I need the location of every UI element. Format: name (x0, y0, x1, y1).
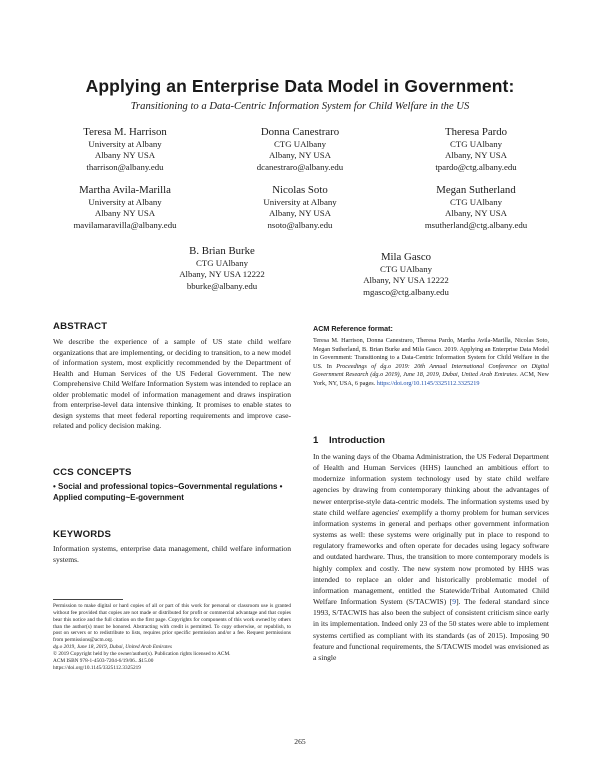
author-affiliation: CTG UAlbany (449, 139, 503, 149)
author-affiliation: CTG UAlbany (273, 139, 327, 149)
author-location: Albany, NY USA (269, 208, 331, 219)
permission-isbn: ACM ISBN 978-1-4503-7204-6/19/06...$15.00 (53, 657, 154, 664)
author-location: Albany, NY USA 12222 (363, 275, 449, 286)
author-affiliation: CTG UAlbany (195, 258, 249, 268)
permission-text: Permission to make digital or hard copies of all or part of this work for personal or classroom use is granted without fee provided that copies are not made or distributed for profit or commercial advantage and that copies bear this notice and the full citation on the first page. Copyrights for components of this work owned by others than the author(s) must be honored. Abstracting with credit is permitted. To copy otherwise, or republish, to post on servers or to redistribute to lists, requires prior specific permission and/or a fee. Request permissions from permissions@acm.org. (53, 603, 291, 644)
author-location: Albany, NY USA (445, 208, 507, 219)
paper-title: Applying an Enterprise Data Model in Government: (85, 76, 515, 96)
intro-text: In the waning days of the Obama Administration, the US Federal Department of Health and Human Services (HHS) launched an ambitious effort to modernize information system technology used by state child welfare agencies by drawing from contemporary thinking about the advantages of newer enterprise-style data-centric models. The information systems used by state child welfare agencies' exemplify a thorny problem for human services information systems in general and perhaps other government information systems as well: these systems were originally put in place to respond to regulatory frameworks and often operate for decades using legacy software and outdated hardware. Thus, the transition to more contemporary models is highly complex and costly. The new system now promoted by HHS was intended to replace an older and historically problematic model of information management, entitled the Statewide/Tribal Automated Child Welfare Information System (S/TACWIS) [ (313, 452, 549, 607)
author-affiliation: University at Albany (88, 139, 162, 149)
abstract-heading: ABSTRACT (53, 321, 108, 332)
author-name: Theresa Pardo (444, 126, 508, 138)
author-affiliation: CTG UAlbany (379, 264, 433, 274)
author-email[interactable]: bburke@albany.edu (186, 280, 258, 291)
reference-proceedings: Proceedings of dg.o 2019: 20th Annual International Conference on Digital Government Research (dg.o 2019), June 18, 2019, Dubai, United Arab Emirates. (313, 362, 549, 379)
ccs-concepts: • Social and professional topics~Governmental regulations • Applied computing~E-government (53, 482, 283, 502)
author-name: Megan Sutherland (436, 184, 516, 196)
author-block (127, 244, 317, 292)
author-location: Albany, NY USA 12222 (179, 269, 265, 280)
author-block (381, 183, 571, 231)
author-email[interactable]: tharrison@albany.edu (86, 161, 164, 172)
author-location: Albany, NY USA (445, 150, 507, 161)
footnote-rule (53, 599, 123, 600)
ccs-heading: CCS CONCEPTS (53, 467, 132, 478)
permission-block (53, 603, 291, 671)
author-affiliation: CTG UAlbany (449, 197, 503, 207)
intro-paragraph (313, 451, 549, 663)
author-email[interactable]: nsoto@albany.edu (267, 219, 333, 230)
abstract-paragraph: We describe the experience of a sample of US state child welfare organizations that are implementing, or deciding to transition, to a new model of information system, most explicitly recommended by the Department of Health and Human Services of the US Federal Government. The new Comprehensive Child Welfare Information System was intended to replace an older problematic model of information management and draws inspiration from enterprise-level data intensive thinking. It promises to enable states to design systems that meet federal reporting requirements and improve case-related and policy decision making. (53, 337, 291, 430)
intro-body (313, 451, 549, 663)
author-block (311, 250, 501, 298)
page-number: 265 (294, 737, 306, 746)
author-block (205, 183, 395, 231)
author-name: Teresa M. Harrison (83, 126, 167, 138)
author-location: Albany, NY USA (269, 150, 331, 161)
author-block (30, 183, 220, 231)
author-email[interactable]: dcanestraro@albany.edu (256, 161, 344, 172)
reference-text: Teresa M. Harrison, Donna Canestraro, Theresa Pardo, Martha Avila-Marilla, Nicolas Soto, Megan Sutherland, B. Brian Burke and Mila Gasco. 2019. Applying an Enterprise Data Model in Government: Transitioning to a Data-Centric Information System for Child Welfare in the US. In (313, 337, 549, 370)
author-block (381, 125, 571, 173)
reference-pages: ACM, New York, NY, USA, 6 pages. (313, 371, 549, 387)
permission-venue: dg.o 2019, June 18, 2019, Dubai, United Arab Emirates (53, 644, 172, 651)
author-location: Albany NY USA (94, 208, 156, 219)
abstract-text (53, 337, 291, 432)
author-block (205, 125, 395, 173)
author-name: Martha Avila-Marilla (79, 184, 171, 196)
permission-doi[interactable]: https://doi.org/10.1145/3325112.3325219 (53, 664, 141, 671)
intro-text-cont: ]. The federal standard since 1993, S/TACWIS has also been the subject of consistent criticism since early in its implementation. Indeed only 23 of the 50 states were able to implement systems certified as compliant with its standards (as of 2015). Imposing 90 feature and functional requirements, the S/TACWIS model was envisioned as a single (313, 597, 549, 662)
reference-doi-link[interactable]: https://doi.org/10.1145/3325112.3325219 (376, 379, 480, 387)
author-email[interactable]: mgasco@ctg.albany.edu (363, 286, 449, 297)
keywords-heading: KEYWORDS (53, 529, 112, 540)
permission-copyright: © 2019 Copyright held by the owner/author(s). Publication rights licensed to ACM. (53, 650, 231, 657)
keywords-text: Information systems, enterprise data management, child welfare information systems. (53, 544, 291, 564)
author-name: Mila Gasco (380, 251, 432, 263)
author-email[interactable]: tpardo@ctg.albany.edu (435, 161, 517, 172)
author-name: Donna Canestraro (260, 126, 340, 138)
reference-heading: ACM Reference format: (313, 324, 393, 333)
author-affiliation: University at Albany (263, 197, 337, 207)
author-location: Albany NY USA (94, 150, 156, 161)
intro-heading: 1 Introduction (313, 435, 385, 446)
author-affiliation: University at Albany (88, 197, 162, 207)
author-block (30, 125, 220, 173)
author-email[interactable]: msutherland@ctg.albany.edu (424, 219, 528, 230)
author-email[interactable]: mavilamaravilla@albany.edu (73, 219, 177, 230)
reference-format (313, 337, 549, 388)
author-name: B. Brian Burke (189, 245, 255, 257)
citation-link[interactable]: 9 (452, 597, 457, 607)
paper-subtitle: Transitioning to a Data-Centric Information System for Child Welfare in the US (130, 101, 470, 112)
author-name: Nicolas Soto (272, 184, 328, 196)
